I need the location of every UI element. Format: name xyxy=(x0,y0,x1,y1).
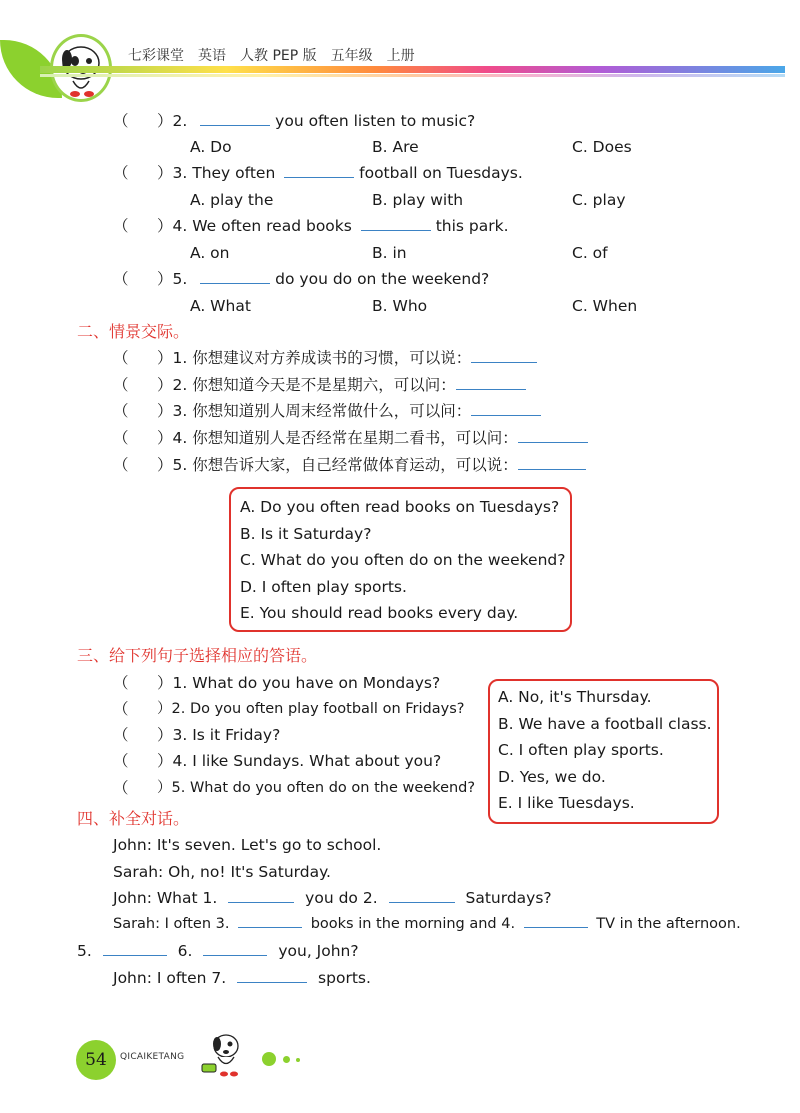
option-a: A. Do xyxy=(190,138,232,156)
dialogue-line-1: John: It's seven. Let's go to school. xyxy=(113,836,382,854)
answer-paren[interactable]: （ xyxy=(113,217,129,235)
option-a: A. What xyxy=(190,297,251,315)
answer-paren[interactable]: （ xyxy=(113,402,129,420)
fill-blank[interactable] xyxy=(456,375,526,390)
option-b: B. Who xyxy=(372,297,428,315)
option-c: C. of xyxy=(572,244,608,262)
option-a: A. on xyxy=(190,244,230,262)
answer-paren[interactable]: （ xyxy=(113,456,129,474)
fill-blank[interactable] xyxy=(471,348,537,363)
situation-item: ）3. 你想知道别人周末经常做什么，可以问： xyxy=(157,400,541,422)
question-item: ）4. I like Sundays. What about you? xyxy=(157,752,442,770)
answer-paren[interactable]: （ xyxy=(113,270,129,288)
situation-item: ）1. 你想建议对方养成读书的习惯，可以说： xyxy=(157,347,537,369)
dialogue-line-2: Sarah: Oh, no! It's Saturday. xyxy=(113,863,331,881)
section-title-part3: 三、给下列句子选择相应的答语。 xyxy=(77,646,318,665)
dialogue-line-6: John: I often 7. sports. xyxy=(113,969,371,987)
fill-blank-4[interactable] xyxy=(524,913,588,928)
question-item: ）4. We often read books this park. xyxy=(157,217,509,235)
answer-paren[interactable]: （ xyxy=(113,779,129,797)
header-title: 七彩课堂 英语 人教 PEP 版 五年级 上册 xyxy=(128,48,415,64)
option-c: C. Does xyxy=(572,138,632,156)
dialogue-line-4: Sarah: I often 3. books in the morning and 4. TV in the afternoon. xyxy=(113,913,741,935)
question-item: ）2. you often listen to music? xyxy=(157,112,476,130)
dialogue-line-5: 5. 6. you, John? xyxy=(77,942,359,960)
answer-paren[interactable]: （ xyxy=(113,349,129,367)
question-item: ）5. What do you often do on the weekend? xyxy=(157,780,476,796)
header-rainbow-band xyxy=(40,66,785,73)
footer-dot-medium xyxy=(283,1056,290,1063)
choice-e: E. I like Tuesdays. xyxy=(498,794,635,812)
answer-paren[interactable]: （ xyxy=(113,752,129,770)
choice-d: D. I often play sports. xyxy=(240,578,407,596)
situation-item: ）2. 你想知道今天是不是星期六，可以问： xyxy=(157,374,526,396)
header-rainbow-band-light xyxy=(40,74,785,77)
footer-dot-large xyxy=(262,1052,276,1066)
choice-c: C. I often play sports. xyxy=(498,741,664,759)
fill-blank[interactable] xyxy=(200,269,270,284)
option-a: A. play the xyxy=(190,191,274,209)
fill-blank-3[interactable] xyxy=(238,913,302,928)
option-b: B. play with xyxy=(372,191,464,209)
option-c: C. When xyxy=(572,297,638,315)
fill-blank[interactable] xyxy=(471,401,541,416)
choice-c: C. What do you often do on the weekend? xyxy=(240,551,566,569)
option-c: C. play xyxy=(572,191,626,209)
answer-paren[interactable]: （ xyxy=(113,726,129,744)
page-number: 54 xyxy=(76,1040,116,1080)
footer-brand: QICAIKETANG xyxy=(120,1052,185,1062)
section-title-part2: 二、情景交际。 xyxy=(77,322,190,341)
question-item: ）2. Do you often play football on Fridays? xyxy=(157,701,465,717)
dialogue-line-3: John: What 1. you do 2. Saturdays? xyxy=(113,889,552,907)
fill-blank[interactable] xyxy=(518,455,586,470)
choice-a: A. No, it's Thursday. xyxy=(498,688,652,706)
fill-blank[interactable] xyxy=(200,111,270,126)
choice-a: A. Do you often read books on Tuesdays? xyxy=(240,498,560,516)
fill-blank-1[interactable] xyxy=(228,888,294,903)
fill-blank-6[interactable] xyxy=(203,941,267,956)
fill-blank[interactable] xyxy=(361,216,431,231)
fill-blank-5[interactable] xyxy=(103,941,167,956)
section-title-part4: 四、补全对话。 xyxy=(77,809,190,828)
choice-d: D. Yes, we do. xyxy=(498,768,606,786)
footer-mascot-icon xyxy=(196,1030,248,1082)
answer-paren[interactable]: （ xyxy=(113,429,129,447)
question-item: ）3. Is it Friday? xyxy=(157,726,281,744)
answer-paren[interactable]: （ xyxy=(113,700,129,718)
footer-dot-small xyxy=(296,1058,300,1062)
question-item: ）3. They often football on Tuesdays. xyxy=(157,164,523,182)
option-b: B. Are xyxy=(372,138,419,156)
fill-blank-7[interactable] xyxy=(237,968,307,983)
fill-blank[interactable] xyxy=(518,428,588,443)
option-b: B. in xyxy=(372,244,407,262)
choice-b: B. We have a football class. xyxy=(498,715,712,733)
situation-item: ）4. 你想知道别人是否经常在星期二看书，可以问： xyxy=(157,427,588,449)
answer-paren[interactable]: （ xyxy=(113,674,129,692)
fill-blank[interactable] xyxy=(284,163,354,178)
situation-item: ）5. 你想告诉大家，自己经常做体育运动，可以说： xyxy=(157,454,586,476)
answer-paren[interactable]: （ xyxy=(113,376,129,394)
choice-e: E. You should read books every day. xyxy=(240,604,519,622)
question-item: ）1. What do you have on Mondays? xyxy=(157,674,441,692)
choice-b: B. Is it Saturday? xyxy=(240,525,372,543)
fill-blank-2[interactable] xyxy=(389,888,455,903)
answer-paren[interactable]: （ xyxy=(113,112,129,130)
answer-paren[interactable]: （ xyxy=(113,164,129,182)
question-item: ）5. do you do on the weekend? xyxy=(157,270,490,288)
